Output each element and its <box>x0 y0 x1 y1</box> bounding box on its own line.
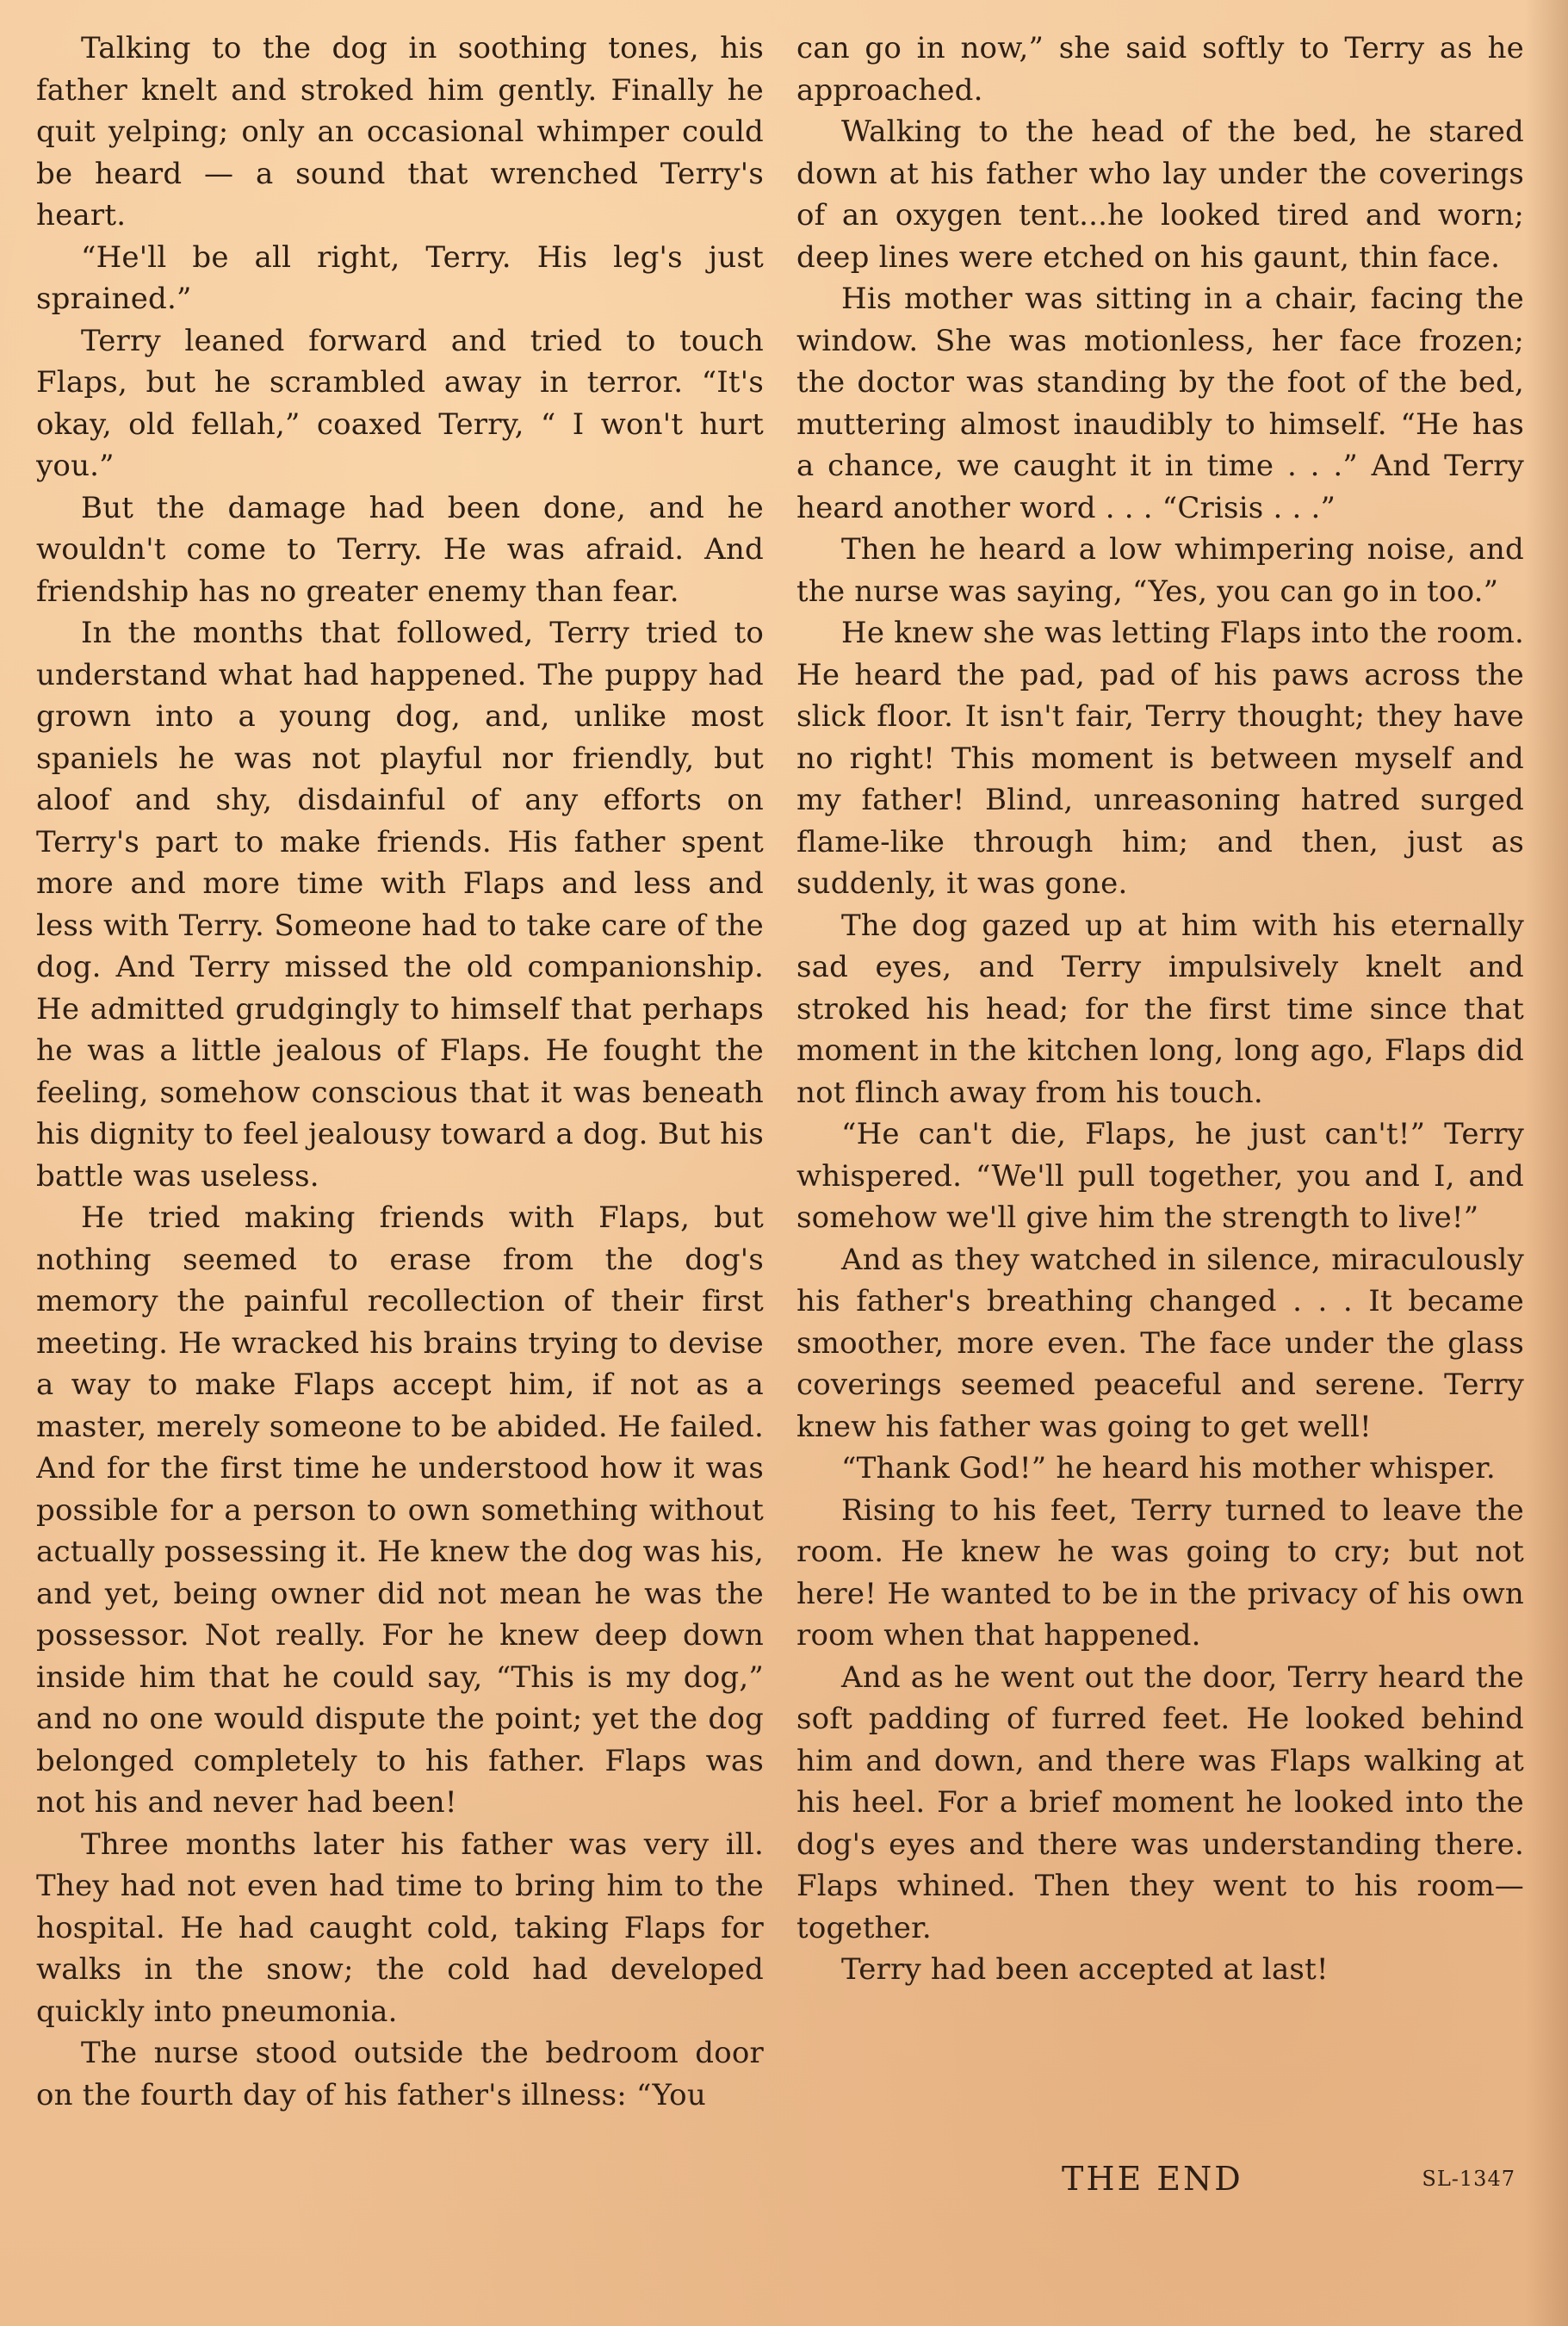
story-paragraph: The nurse stood outside the bedroom door on the fourth day of his father's illness: “You <box>36 2036 764 2112</box>
story-paragraph: Terry leaned forward and tried to touch Flaps, but he scrambled away in terror. “It's okay, old fellah,” coaxed Terry, “ I won't hurt you.” <box>36 323 764 483</box>
story-paragraph: In the months that followed, Terry tried to understand what had happened. The puppy had grown into a young dog, and, unlike most spaniels he was not playful nor friendly, but aloof and shy, disdainful of any efforts on Terry's part to make friends. His father spent more and more time with Flaps and less and less with Terry. Someone had to take care of the dog. And Terry missed the old companionship. He admitted grudgingly to himself that perhaps he was a little jealous of Flaps. He fought the feeling, somehow conscious that it was beneath his dignity to feel jealousy toward a dog. But his battle was useless. <box>36 616 764 1194</box>
story-paragraph: Three months later his father was very ill. They had not even had time to bring him to the hospital. He had caught cold, taking Flaps for walks in the snow; the cold had developed quickly into pneumonia. <box>36 1827 764 2029</box>
story-paragraph: He knew she was letting Flaps into the room. He heard the pad, pad of his paws across the slick floor. It isn't fair, Terry thought; they have no right! This moment is between myself and my father! Blind, unreasoning hatred surged flame-like through him; and then, just as suddenly, it was gone. <box>796 616 1524 901</box>
story-paragraph: Then he heard a low whimpering noise, and the nurse was saying, “Yes, you can go in too.” <box>796 532 1524 609</box>
story-paragraph: Talking to the dog in soothing tones, his father knelt and stroked him gently. Finally he quit yelping; only an occasional whimper could be heard — a sound that wrenched Terry's heart. <box>36 31 764 233</box>
story-paragraph-continued: can go in now,” she said softly to Terry as he approached. <box>796 31 1524 108</box>
story-paragraph: His mother was sitting in a chair, facing the window. She was motionless, her face frozen; the doctor was standing by the foot of the bed, muttering almost inaudibly to himself. “He has a chance, we caught it in time . . .” And Terry heard another word . . . “Crisis . . .” <box>796 282 1524 525</box>
story-paragraph: “Thank God!” he heard his mother whisper. <box>841 1451 1496 1486</box>
story-ending <box>796 2160 1524 2211</box>
the-end-label: THE END <box>1062 2160 1243 2198</box>
story-paragraph: “He'll be all right, Terry. His leg's just sprained.” <box>36 239 764 316</box>
story-paragraph: “He can't die, Flaps, he just can't!” Terry whispered. “We'll pull together, you and I, and somehow we'll give him the strength to live!” <box>796 1117 1524 1235</box>
story-paragraph: Rising to his feet, Terry turned to leave the room. He knew he was going to cry; but not here! He wanted to be in the privacy of his own room when that happened. <box>796 1492 1524 1653</box>
story-column-right <box>796 28 1524 2232</box>
story-paragraph: Walking to the head of the bed, he stared down at his father who lay under the coverings of an oxygen tent...he looked tired and worn; deep lines were etched on his gaunt, thin face. <box>796 115 1524 275</box>
story-column-left <box>36 28 764 2232</box>
story-paragraph: The dog gazed up at him with his eternally sad eyes, and Terry impulsively knelt and stroked his head; for the first time since that moment in the kitchen long, long ago, Flaps did not flinch away from his touch. <box>796 908 1524 1110</box>
story-paragraph: But the damage had been done, and he wouldn't come to Terry. He was afraid. And friendship has no greater enemy than fear. <box>36 490 764 609</box>
print-code: SL-1347 <box>1422 2167 1515 2191</box>
story-paragraph: And as he went out the door, Terry heard the soft padding of furred feet. He looked behind him and down, and there was Flaps walking at his heel. For a brief moment he looked into the dog's eyes and there was understanding there. Flaps whined. Then they went to his room—together. <box>796 1659 1524 1945</box>
story-paragraph: Terry had been accepted at last! <box>841 1952 1329 1987</box>
story-paragraph: He tried making friends with Flaps, but nothing seemed to erase from the dog's memory the painful recollection of their first meeting. He wracked his brains trying to devise a way to make Flaps accept him, if not as a master, merely someone to be abided. He failed. And for the first time he understood how it was possible for a person to own something without actually possessing it. He knew the dog was his, and yet, being owner did not mean he was the possessor. Not really. For he knew deep down inside him that he could say, “This is my dog,” and no one would dispute the point; yet the dog belonged completely to his father. Flaps was not his and never had been! <box>36 1200 764 1820</box>
story-paragraph: And as they watched in silence, miraculously his father's breathing changed . . . It became smoother, more even. The face under the glass coverings seemed peaceful and serene. Terry knew his father was going to get well! <box>796 1242 1524 1444</box>
page-edge-shadow <box>1525 0 1568 2326</box>
